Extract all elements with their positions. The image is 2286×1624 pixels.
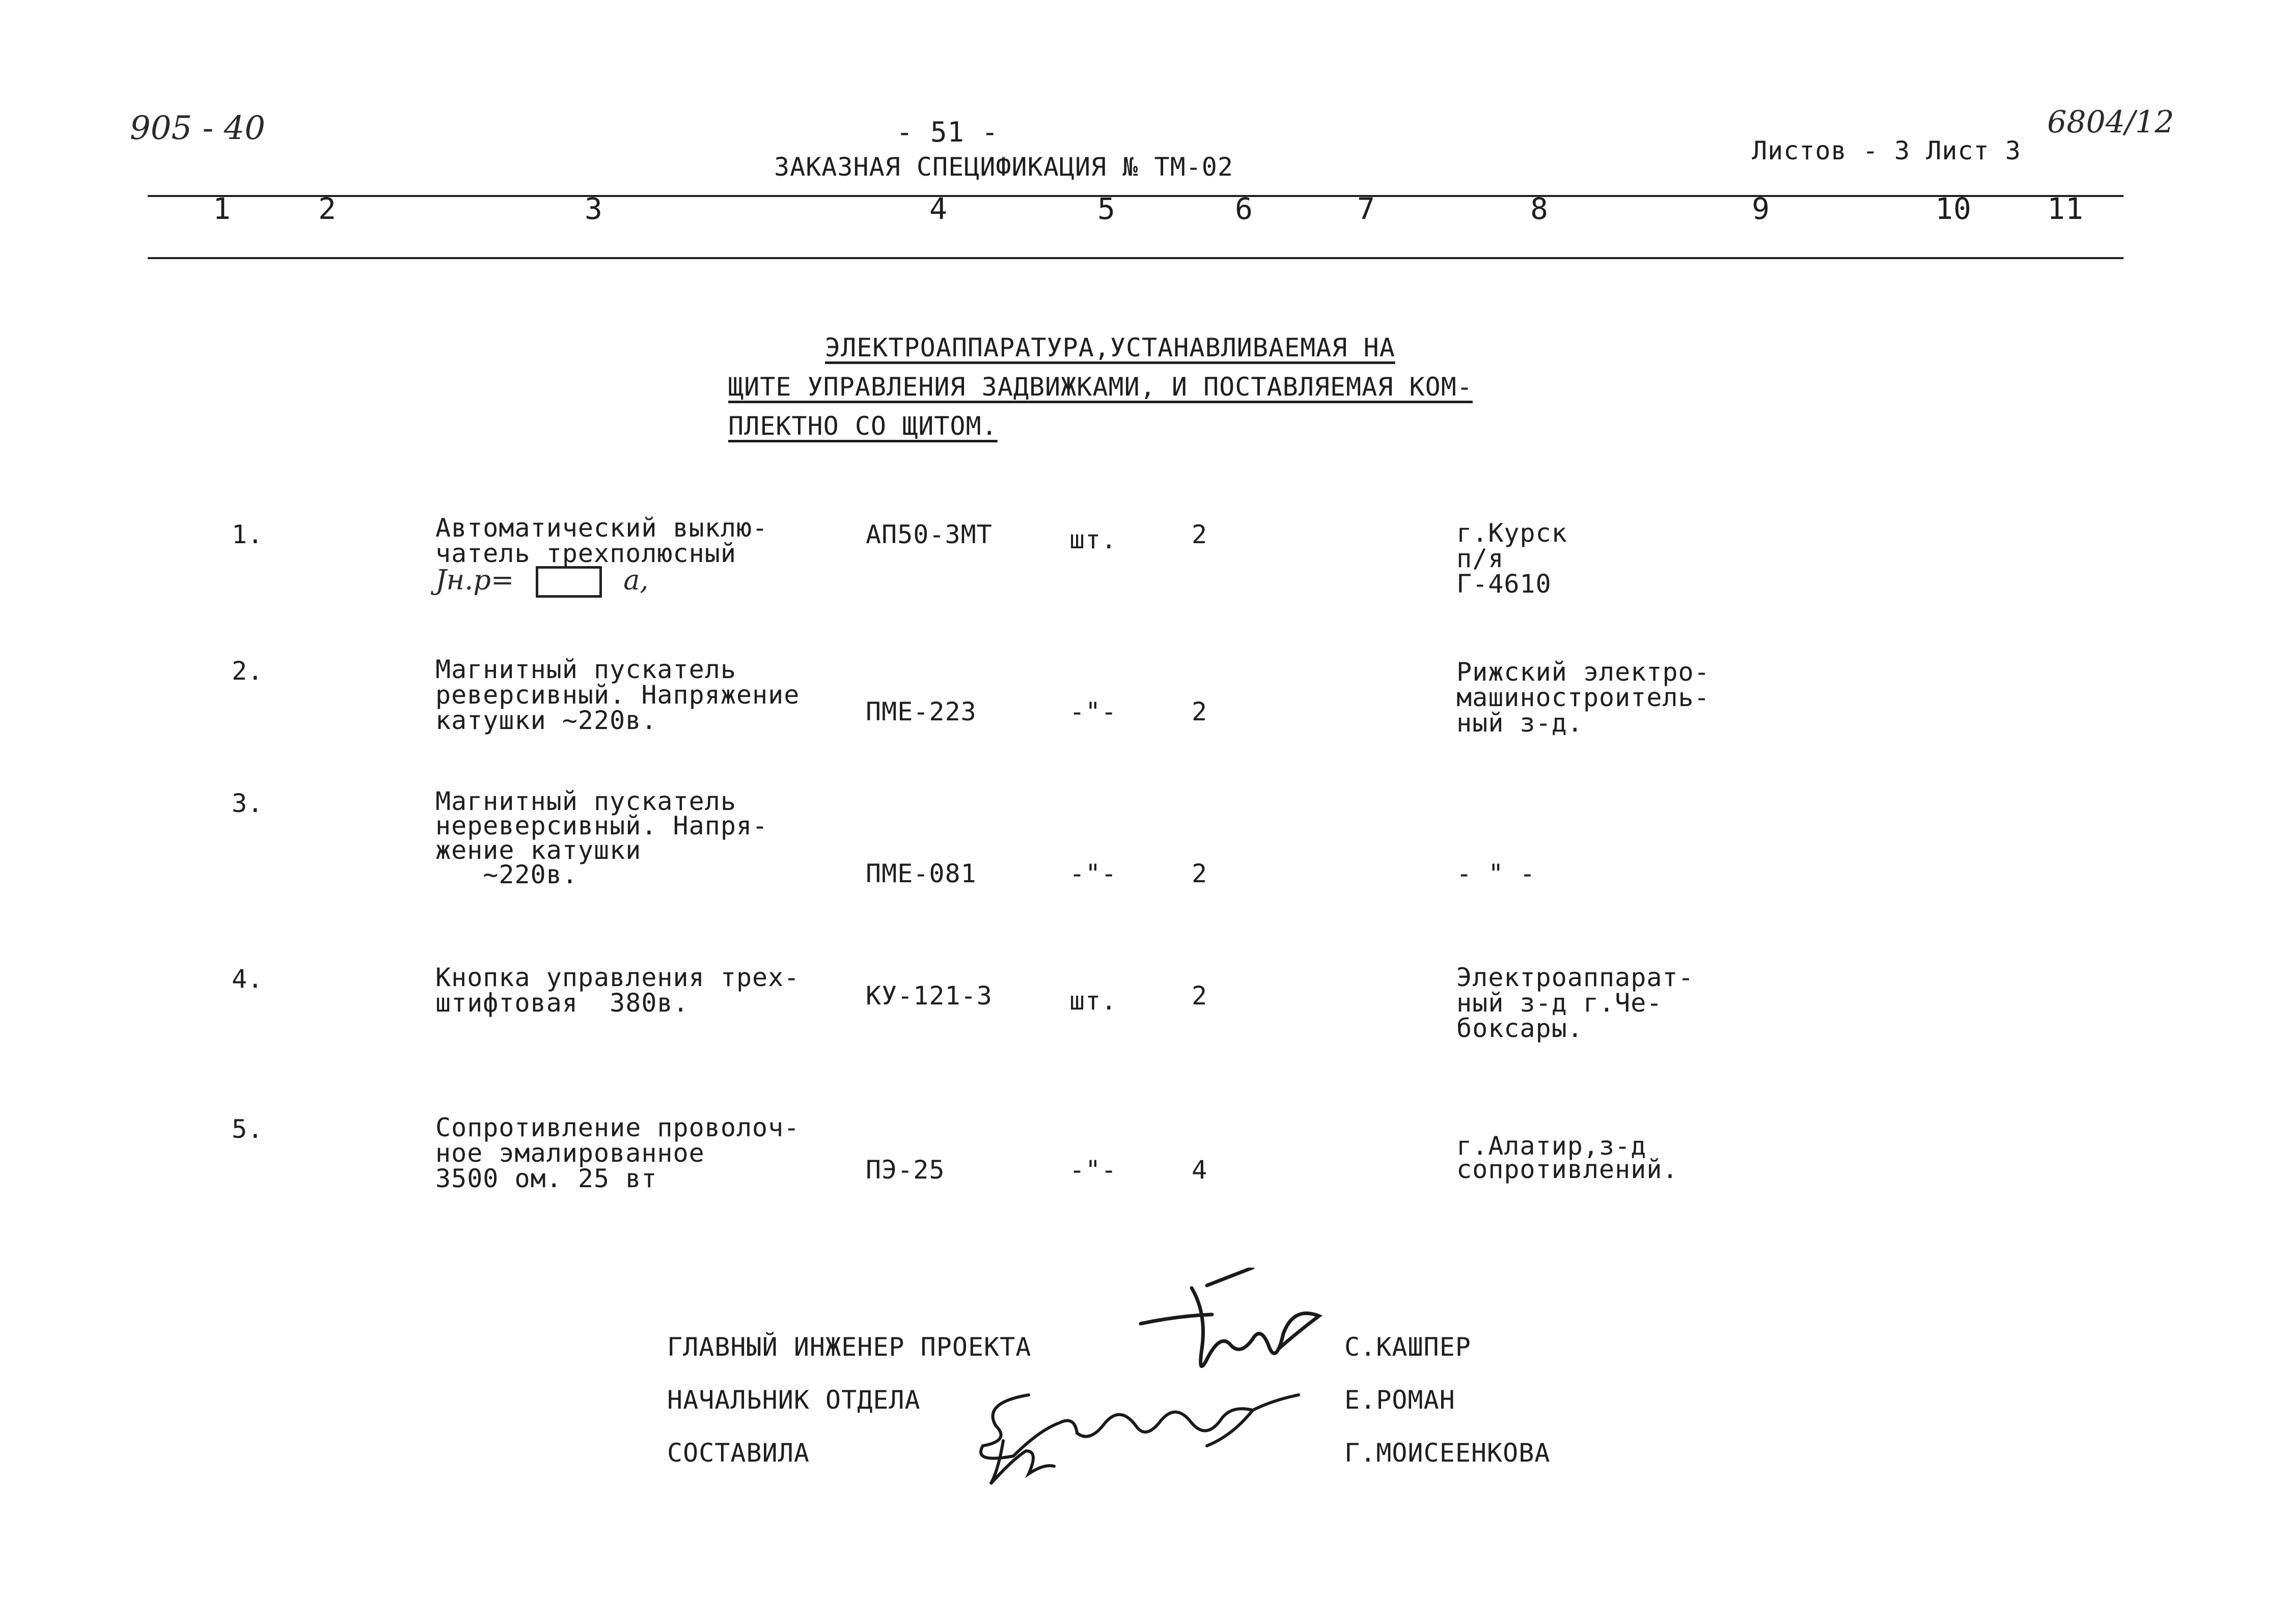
row-number: 2. — [232, 656, 264, 686]
header-top-rule — [148, 195, 2124, 197]
column-number: 5 — [1097, 191, 1116, 226]
item-maker: г.Курск п/я Г-4610 — [1456, 518, 1567, 599]
column-number: 8 — [1530, 191, 1549, 226]
column-number: 9 — [1752, 191, 1770, 226]
item-name: Магнитный пускатель реверсивный. Напряжение катушки ~220в. — [435, 655, 800, 735]
item-name: Автоматический выклю- чатель трехполюсный — [435, 513, 768, 568]
row-number: 1. — [232, 520, 264, 549]
page-marker: - 51 - — [896, 116, 999, 148]
item-type: АП50-3МТ — [866, 520, 993, 549]
item-unit: -"- — [1069, 1155, 1117, 1185]
row-number: 5. — [232, 1114, 264, 1144]
signature-name: Г.МОИСЕЕНКОВА — [1344, 1438, 1551, 1468]
current-rating — [435, 566, 649, 598]
item-type: КУ-121-3 — [866, 981, 993, 1011]
item-unit: шт. — [1069, 986, 1117, 1016]
item-maker: Электроаппарат- ный з-д г.Че- боксары. — [1456, 963, 1694, 1043]
header-bottom-rule — [148, 257, 2124, 259]
item-maker: Рижский электро- машиностроитель- ный з-д. — [1456, 657, 1710, 738]
item-unit: -"- — [1069, 697, 1117, 726]
item-qty: 2 — [1192, 520, 1208, 549]
item-unit: шт. — [1069, 525, 1117, 554]
column-number: 1 — [213, 191, 231, 226]
section-title-line-1: ЭЛЕКТРОАППАРАТУРА,УСТАНАВЛИВАЕМАЯ НА — [825, 333, 1395, 362]
archive-number: 6804/12 — [2047, 104, 2174, 140]
signature-role: ГЛАВНЫЙ ИНЖЕНЕР ПРОЕКТА — [667, 1332, 1032, 1362]
item-name: Магнитный пускатель нереверсивный. Напря- жение катушки ~220в. — [435, 787, 768, 889]
column-number: 6 — [1235, 191, 1253, 226]
spec-title: ЗАКАЗНАЯ СПЕЦИФИКАЦИЯ № ТМ-02 — [774, 152, 1233, 182]
item-type: ПЭ-25 — [866, 1155, 945, 1185]
item-name: Кнопка управления трех- штифтовая 380в. — [435, 963, 800, 1018]
signature-role: НАЧАЛЬНИК ОТДЕЛА — [667, 1385, 921, 1415]
item-qty: 2 — [1192, 859, 1208, 888]
section-title-line-2: ЩИТЕ УПРАВЛЕНИЯ ЗАДВИЖКАМИ, И ПОСТАВЛЯЕМАЯ КОМ- — [728, 372, 1473, 402]
item-type: ПМЕ-081 — [866, 859, 977, 888]
item-maker: г.Алатир,з-д сопротивлений. — [1456, 1131, 1678, 1184]
item-qty: 2 — [1192, 981, 1208, 1011]
row-number: 4. — [232, 964, 264, 994]
sheets-info: Листов - 3 Лист 3 — [1752, 136, 2021, 165]
current-formula-prefix: Jн.р= — [435, 564, 514, 596]
column-number: 10 — [1935, 191, 1972, 226]
column-number: 2 — [318, 191, 337, 226]
signature-role: СОСТАВИЛА — [667, 1438, 810, 1468]
item-maker: - " - — [1456, 859, 1536, 888]
column-number: 4 — [929, 191, 948, 226]
blank-value-box — [536, 566, 602, 598]
row-number: 3. — [232, 789, 264, 818]
item-name: Сопротивление проволоч- ное эмалированное 3500 ом. 25 вт — [435, 1113, 800, 1193]
column-number: 11 — [2047, 191, 2084, 226]
item-type: ПМЕ-223 — [866, 697, 977, 726]
column-number: 3 — [585, 191, 603, 226]
item-qty: 2 — [1192, 697, 1208, 726]
signature-handwriting-2 — [968, 1375, 1314, 1492]
doc-code: 905 - 40 — [130, 109, 265, 147]
current-formula-suffix: а, — [623, 564, 649, 596]
signature-name: С.КАШПЕР — [1344, 1332, 1471, 1362]
item-unit: -"- — [1069, 859, 1117, 888]
signature-name: Е.РОМАН — [1344, 1385, 1455, 1415]
section-title-line-3: ПЛЕКТНО СО ЩИТОМ. — [728, 411, 998, 441]
column-number: 7 — [1357, 191, 1375, 226]
item-qty: 4 — [1192, 1155, 1208, 1185]
